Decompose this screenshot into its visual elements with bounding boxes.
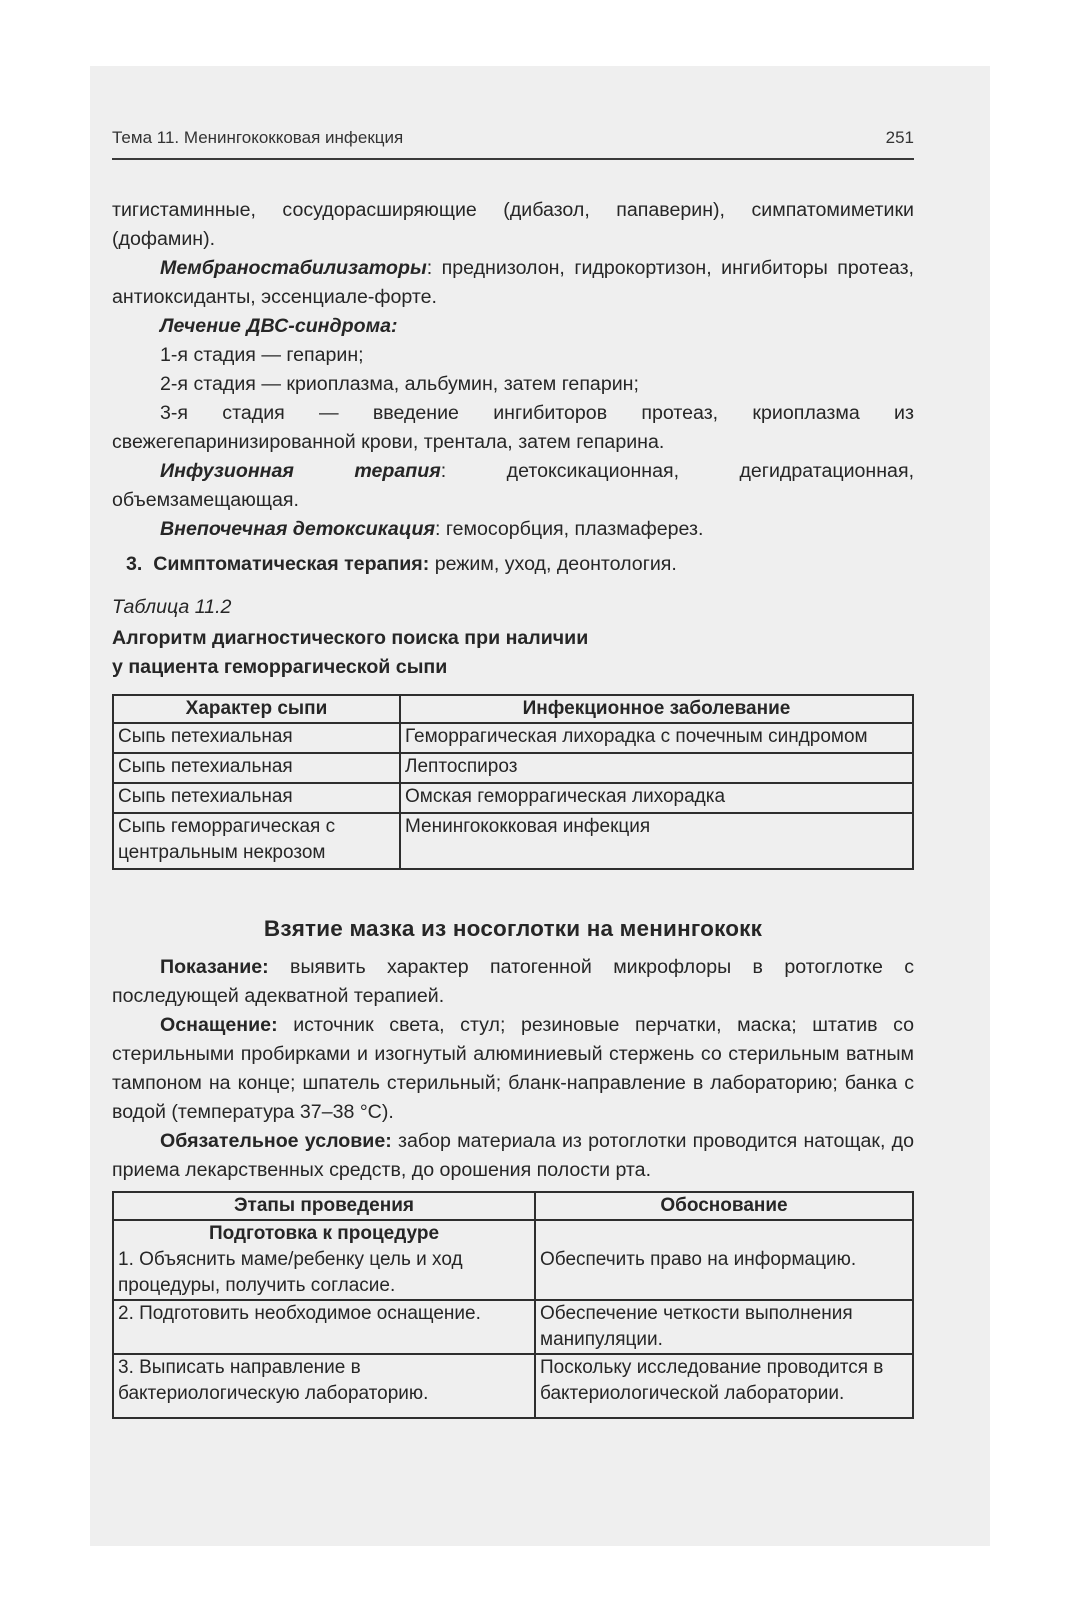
- table-cell: Омская геморрагическая лихорадка: [400, 783, 913, 813]
- body-text: [112, 196, 914, 1419]
- table-cell: Сыпь геморрагическая с центральным некрозом: [113, 813, 400, 869]
- table-cell: Геморрагическая лихорадка с почечным синдромом: [400, 723, 913, 753]
- text-membrane-stabilizers: : преднизолон, гидрокортизон, ингибиторы протеаз, антиоксиданты, эссенциале-форте.: [112, 257, 914, 308]
- label-condition: Обязательное условие:: [160, 1130, 392, 1152]
- column-header-stages: Этапы проведения: [113, 1192, 535, 1220]
- table-caption: Таблица 11.2: [112, 596, 232, 618]
- paragraph-symptomatic: [112, 550, 914, 579]
- table-cell: Обеспечение четкости выполнения манипуляции.: [535, 1300, 913, 1354]
- table-row: [113, 1354, 913, 1418]
- stage-1: 1-я стадия — гепарин;: [160, 344, 364, 366]
- table-cell: 2. Подготовить необходимое оснащение.: [113, 1300, 535, 1354]
- stage-3: 3-я стадия — введение ингибиторов протеаз, криоплазма из свежегепаринизированной крови, трентала, затем гепарина.: [112, 402, 914, 453]
- procedure-table: [112, 1191, 914, 1419]
- table-cell: Поскольку исследование проводится в бактериологической лаборатории.: [535, 1354, 913, 1418]
- paragraph-indication: [112, 953, 914, 1011]
- table-header-row: [113, 1192, 913, 1220]
- label-indication: Показание:: [160, 956, 269, 978]
- table-cell: Сыпь петехиальная: [113, 753, 400, 783]
- paragraph-infusion-therapy: [112, 457, 914, 515]
- table-row: [113, 1220, 913, 1300]
- paragraph-equipment: [112, 1011, 914, 1127]
- text-equipment: источник света, стул; резиновые перчатки, маска; штатив со стерильными пробирками и изогнутый алюминиевый стержень со стерильным ватным тампоном на конце; шпатель стерильный; бланк-направление в лабораторию; банка с водой (температура 37–38 °С).: [112, 1014, 914, 1123]
- term-detox: Внепочечная детоксикация: [160, 518, 435, 540]
- text-symptomatic: режим, уход, деонтология.: [429, 553, 677, 575]
- justification-text: Обеспечить право на информацию.: [540, 1249, 857, 1270]
- column-header-disease: Инфекционное заболевание: [400, 695, 913, 723]
- document-page: [112, 128, 914, 1419]
- table-cell: [113, 1220, 535, 1300]
- table-row: [113, 813, 913, 869]
- text-infusion-therapy: : детоксикационная, дегидратационная, объемзамещающая.: [112, 460, 915, 511]
- rash-diagnosis-table: [112, 694, 914, 870]
- table-cell: Лептоспироз: [400, 753, 913, 783]
- running-title: Тема 11. Менингококковая инфекция: [112, 128, 404, 147]
- paragraph-detox: [112, 515, 914, 544]
- term-dic-treatment: Лечение ДВС-синдрома:: [160, 315, 398, 337]
- table-title: [112, 624, 914, 682]
- page-number: 251: [885, 128, 914, 147]
- table-title-line-2: у пациента геморрагической сыпи: [112, 656, 448, 678]
- table-cell: Сыпь петехиальная: [113, 783, 400, 813]
- text-indication: выявить характер патогенной микрофлоры в ротоглотке с последующей адекватной терапией.: [112, 956, 914, 1007]
- paragraph-dic-treatment: [112, 312, 914, 341]
- table-header-row: [113, 695, 913, 723]
- table-cell: 3. Выписать направление в бактериологическую лабораторию.: [113, 1354, 535, 1418]
- paragraph-antihistamines: тигистаминные, сосудорасширяющие (дибазол, папаверин), симпатомиметики (дофамин).: [112, 199, 914, 250]
- table-row: [113, 783, 913, 813]
- running-header: [112, 128, 914, 160]
- section-heading: Взятие мазка из носоглотки на менингококк: [263, 916, 763, 941]
- label-equipment: Оснащение:: [160, 1014, 278, 1036]
- spacer: [540, 1221, 908, 1247]
- text-condition: забор материала из ротоглотки проводится натощак, до приема лекарственных средств, до орошения полости рта.: [112, 1130, 914, 1181]
- paragraph-membrane-stabilizers: [112, 254, 914, 312]
- table-cell: [535, 1220, 913, 1300]
- step-text: 1. Объяснить маме/ребенку цель и ход процедуры, получить согласие.: [118, 1249, 463, 1296]
- column-header-justification: Обоснование: [535, 1192, 913, 1220]
- text-detox: : гемосорбция, плазмаферез.: [434, 518, 704, 540]
- table-cell: Менингококковая инфекция: [400, 813, 913, 869]
- table-cell: Сыпь петехиальная: [113, 723, 400, 753]
- term-symptomatic: Симптоматическая терапия:: [153, 553, 430, 575]
- table-row: [113, 1300, 913, 1354]
- column-header-rash-type: Характер сыпи: [113, 695, 400, 723]
- list-number: 3.: [126, 553, 143, 575]
- term-infusion-therapy: Инфузионная терапия: [160, 460, 441, 482]
- table-row: [113, 753, 913, 783]
- paragraph-condition: [112, 1127, 914, 1185]
- term-membrane-stabilizers: Мембраностабилизаторы: [160, 257, 427, 279]
- table-title-line-1: Алгоритм диагностического поиска при наличии: [112, 627, 589, 649]
- stage-2: 2-я стадия — криоплазма, альбумин, затем гепарин;: [160, 373, 639, 395]
- subheader-preparation: Подготовка к процедуре: [208, 1223, 440, 1244]
- table-row: [113, 723, 913, 753]
